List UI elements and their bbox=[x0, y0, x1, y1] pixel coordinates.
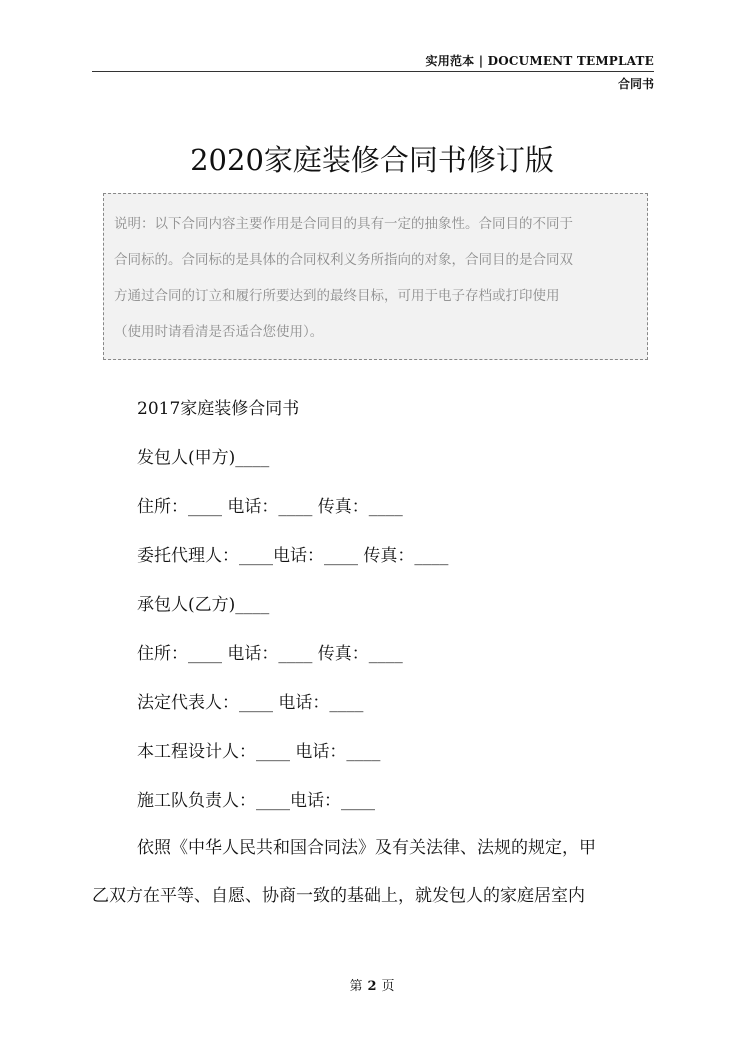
designer-line: 本工程设计人：____ 电话：____ bbox=[137, 742, 381, 762]
team-leader-line: 施工队负责人：____电话：____ bbox=[137, 791, 375, 811]
page-number: 2 bbox=[367, 979, 377, 994]
contract-subtitle: 2017家庭装修合同书 bbox=[137, 399, 300, 419]
footer-prefix: 第 bbox=[349, 979, 363, 994]
paragraph-line: 乙双方在平等、自愿、协商一致的基础上，就发包人的家庭居室内 bbox=[92, 886, 585, 906]
header-category: 实用范本 | DOCUMENT TEMPLATE bbox=[425, 54, 654, 68]
notice-box bbox=[103, 193, 648, 360]
document-title: 2020家庭装修合同书修订版 bbox=[190, 143, 554, 177]
notice-line: 说明：以下合同内容主要作用是合同目的具有一定的抽象性。合同目的不同于 bbox=[114, 216, 573, 232]
footer-suffix: 页 bbox=[381, 979, 395, 994]
party-b-line: 承包人(乙方)____ bbox=[137, 595, 270, 615]
header-divider bbox=[92, 71, 654, 72]
legal-rep-line: 法定代表人：____ 电话：____ bbox=[137, 693, 364, 713]
agent-line: 委托代理人：____电话：____ 传真：____ bbox=[137, 546, 449, 566]
notice-line: 合同标的。合同标的是具体的合同权利义务所指向的对象，合同目的是合同双 bbox=[114, 252, 573, 268]
party-a-line: 发包人(甲方)____ bbox=[137, 448, 270, 468]
paragraph-line: 依照《中华人民共和国合同法》及有关法律、法规的规定，甲 bbox=[137, 838, 596, 858]
page-header bbox=[92, 52, 654, 92]
party-b-contact-line: 住所：____ 电话：____ 传真：____ bbox=[137, 644, 403, 664]
notice-line: （使用时请看清是否适合您使用）。 bbox=[114, 324, 324, 340]
notice-line: 方通过合同的订立和履行所要达到的最终目标，可用于电子存档或打印使用 bbox=[114, 288, 560, 304]
page-footer bbox=[0, 975, 744, 994]
party-a-contact-line: 住所：____ 电话：____ 传真：____ bbox=[137, 497, 403, 517]
header-doc-type: 合同书 bbox=[617, 77, 654, 91]
